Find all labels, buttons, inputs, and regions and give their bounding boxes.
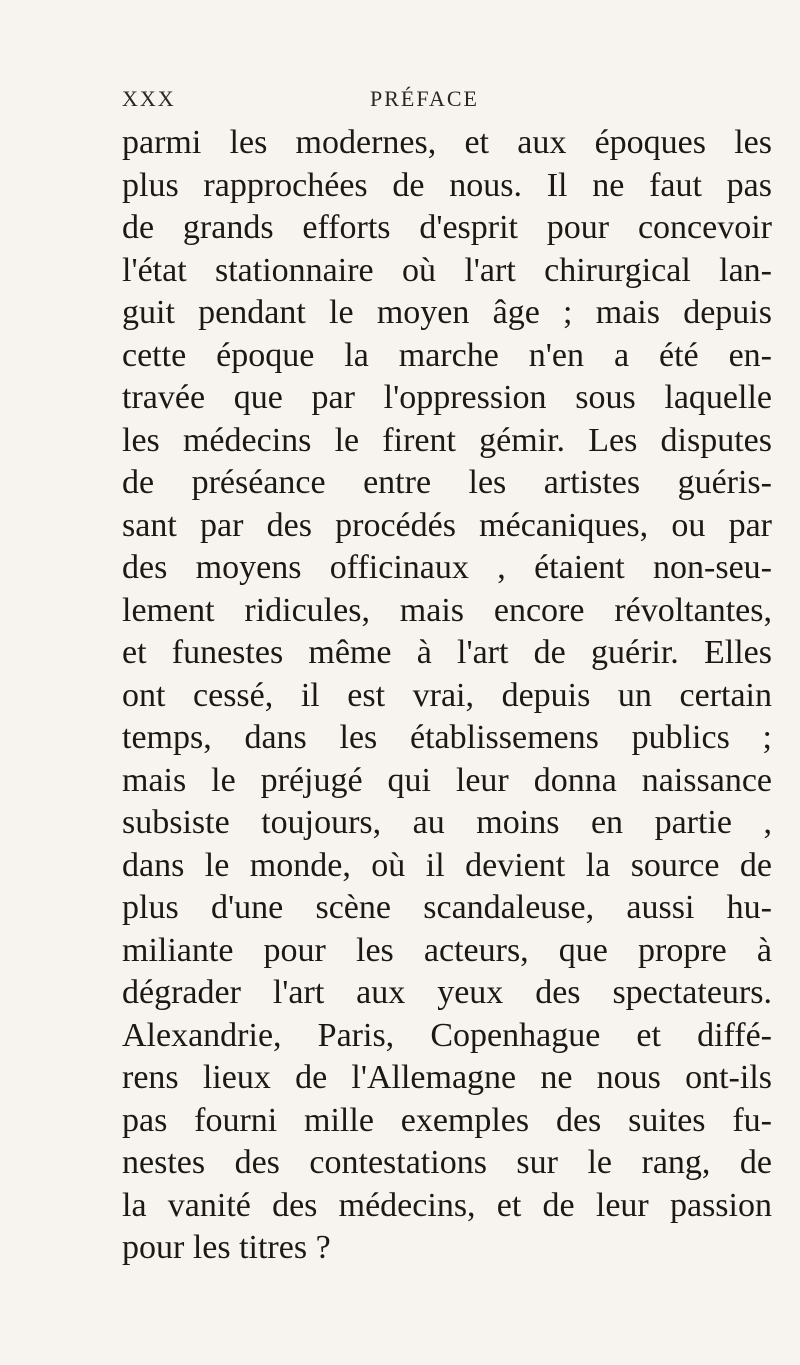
text-line: pas fourni mille exemples des suites fu- xyxy=(122,1101,772,1139)
text-line: dégrader l'art aux yeux des spectateurs. xyxy=(122,974,772,1011)
text-line: de grands efforts d'esprit pour concevoir xyxy=(122,209,772,246)
text-line: guit pendant le moyen âge ; mais depuis xyxy=(122,294,772,331)
text-line: Alexandrie, Paris, Copenhague et diffé- xyxy=(122,1016,772,1054)
text-line: lement ridicules, mais encore révoltantes, xyxy=(122,591,772,629)
text-line: dans le monde, où il devient la source de xyxy=(122,846,772,884)
text-line: pour les titres ? xyxy=(122,1229,331,1266)
text-line: plus d'une scène scandaleuse, aussi hu- xyxy=(122,889,772,926)
text-line: ont cessé, il est vrai, depuis un certain xyxy=(122,676,772,714)
running-head xyxy=(122,86,542,116)
text-line: subsiste toujours, au moins en partie , xyxy=(122,804,772,841)
text-line: de préséance entre les artistes guéris- xyxy=(122,464,772,501)
text-line: travée que par l'oppression sous laquelle xyxy=(122,379,772,416)
text-line: les médecins le firent gémir. Les disputes xyxy=(122,421,772,459)
running-title: PRÉFACE xyxy=(370,86,479,111)
text-line: plus rapprochées de nous. Il ne faut pas xyxy=(122,166,772,204)
page-number: XXX xyxy=(122,86,176,111)
text-line: cette époque la marche n'en a été en- xyxy=(122,336,772,374)
text-line: sant par des procédés mécaniques, ou par xyxy=(122,506,772,544)
text-line: des moyens officinaux , étaient non-seu- xyxy=(122,549,772,586)
text-line: temps, dans les établissemens publics ; xyxy=(122,719,772,756)
body-text xyxy=(122,122,772,1270)
text-line: nestes des contestations sur le rang, de xyxy=(122,1144,772,1181)
text-line: miliante pour les acteurs, que propre à xyxy=(122,931,772,969)
text-line: la vanité des médecins, et de leur passion xyxy=(122,1186,772,1224)
text-line: parmi les modernes, et aux époques les xyxy=(122,124,772,161)
text-line: rens lieux de l'Allemagne ne nous ont-ils xyxy=(122,1059,772,1096)
text-line: l'état stationnaire où l'art chirurgical lan- xyxy=(122,251,772,289)
text-line: et funestes même à l'art de guérir. Elles xyxy=(122,634,772,671)
text-line: mais le préjugé qui leur donna naissance xyxy=(122,761,772,799)
